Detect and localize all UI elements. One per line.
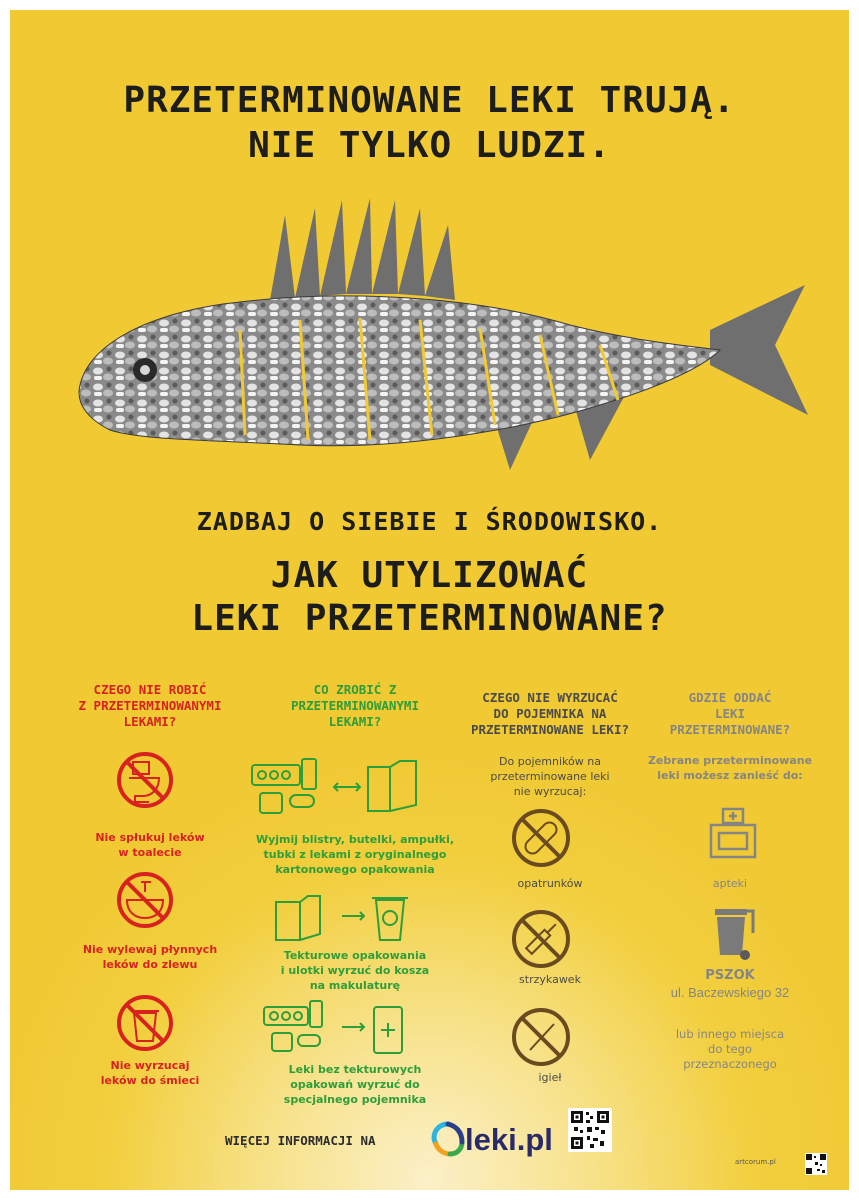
leki-logo-icon (428, 1120, 468, 1160)
dont-item-2-text: Nie wylewaj płynnych leków do zlewu (82, 943, 218, 971)
subtitle-line-1: ZADBAJ O SIEBIE I ŚRODOWISKO. (196, 507, 663, 536)
leki-brand-text[interactable]: leki.pl (465, 1122, 553, 1157)
do-item-1-text: Wyjmij blistry, butelki, ampułki, tubki z lekami z oryginalnego kartonowego opakowania (255, 833, 455, 876)
credit-text: artcorum.pl (735, 1158, 776, 1166)
blister-to-box-icon (250, 755, 420, 817)
not-throw-item-3-text: igieł (538, 1071, 562, 1084)
dont-item-3-text: Nie wyrzucaj leków do śmieci (100, 1059, 200, 1087)
sink-icon (115, 870, 175, 930)
not-throw-heading: CZEGO NIE WYRZUCAĆ DO POJEMNIKA NA PRZETERMINOWANE LEKI? (470, 690, 630, 737)
poster (10, 10, 849, 1190)
not-throw-intro: Do pojemników na przeterminowane leki nie wyrzucaj: (490, 755, 610, 798)
where-heading: GDZIE ODDAĆ LEKI PRZETERMINOWANE? (669, 690, 791, 737)
pharmacy-icon (705, 805, 761, 861)
title-line-2: NIE TYLKO LUDZI. (248, 125, 611, 166)
bandage-icon (510, 807, 572, 869)
where-other: lub innego miejsca do tego przeznaczonego (675, 1027, 785, 1071)
footer-label: WIĘCEJ INFORMACJI NA (225, 1133, 376, 1148)
do-heading: CO ZROBIĆ Z PRZETERMINOWANYMI LEKAMI? (291, 682, 419, 729)
fish-body (79, 296, 720, 446)
qr-code[interactable] (568, 1108, 612, 1152)
subtitle-line-2: JAK UTYLIZOWAĆ (270, 555, 589, 596)
subtitle-line-3: LEKI PRZETERMINOWANE? (191, 598, 668, 639)
not-throw-item-2-text: strzykawek (519, 973, 581, 986)
syringe-icon (510, 908, 572, 970)
where-pharmacy: apteki (712, 877, 748, 890)
waste-container-icon (707, 903, 759, 961)
small-qr-code (805, 1153, 827, 1175)
do-item-2-text: Tekturowe opakowania i ulotki wyrzuć do kosza na makulaturę (280, 949, 430, 992)
needle-icon (510, 1006, 572, 1068)
trash-bin-icon (115, 993, 175, 1053)
box-to-recycle-icon (272, 890, 412, 944)
dont-item-1-text: Nie spłukuj leków w toalecie (95, 831, 205, 859)
toilet-icon (115, 750, 175, 810)
where-pszok-name: PSZOK (705, 968, 755, 983)
dont-heading: CZEGO NIE ROBIĆ Z PRZETERMINOWANYMI LEKAMI? (78, 682, 222, 729)
where-intro: Zebrane przeterminowane leki możesz zanieść do: (647, 754, 813, 782)
do-item-3-text: Leki bez tekturowych opakowań wyrzuć do specjalnego pojemnika (283, 1063, 427, 1106)
pill-fish-illustration (70, 190, 810, 490)
meds-to-container-icon (262, 997, 412, 1057)
where-pszok-address: ul. Baczewskiego 32 (670, 985, 790, 1000)
not-throw-item-1-text: opatrunków (517, 877, 583, 890)
title-line-1: PRZETERMINOWANE LEKI TRUJĄ. (123, 80, 736, 121)
